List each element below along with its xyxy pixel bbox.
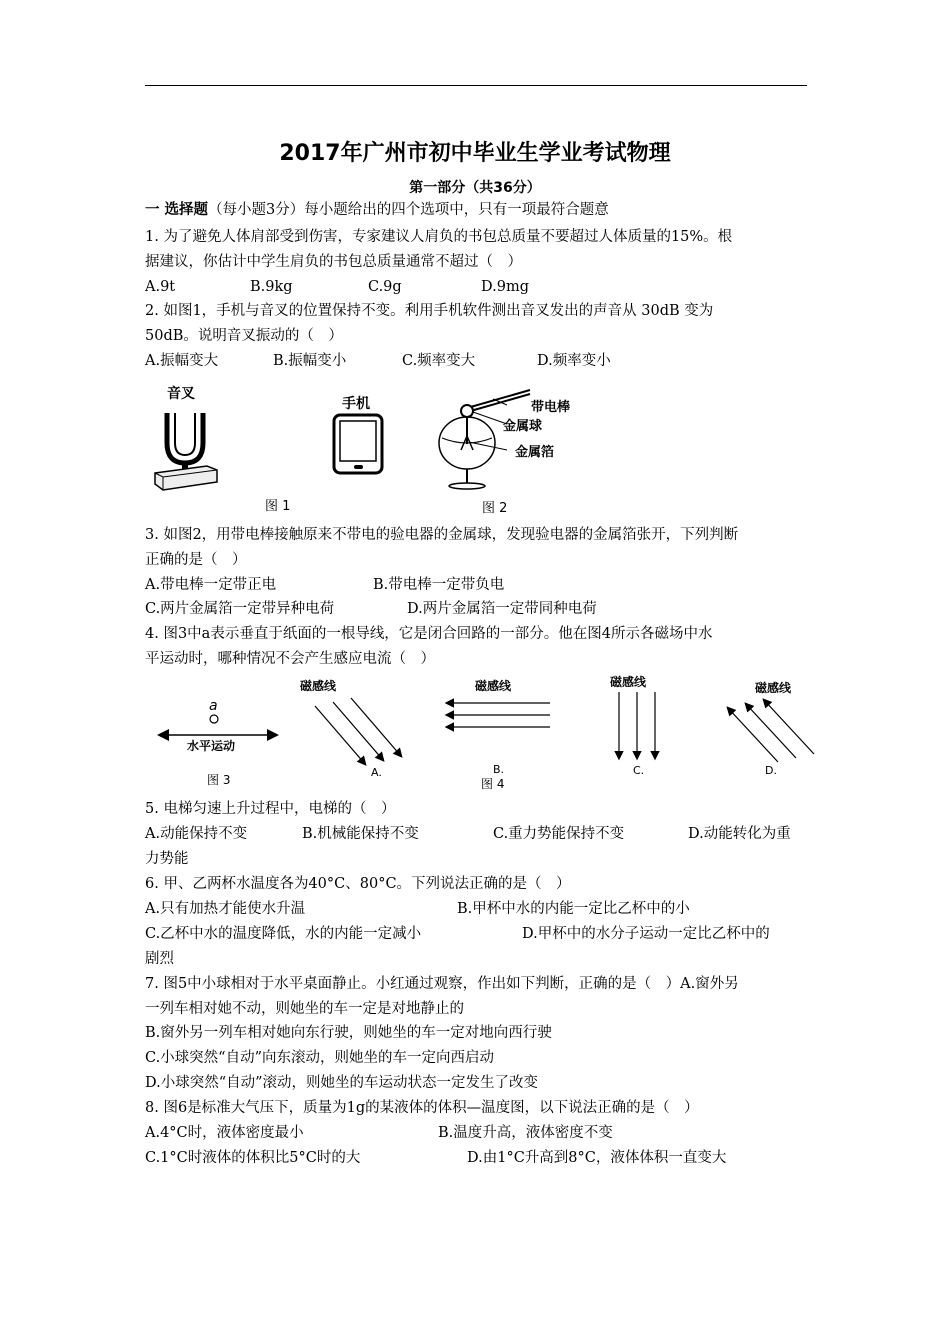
q5-option-d[interactable]: D.动能转化为重 [688, 826, 791, 842]
q8-line-1: 8. 图6是标准大气压下，质量为1g的某液体的体积—温度图，以下说法正确的是（ ） [145, 1100, 699, 1116]
part-heading: 第一部分（共36分） [409, 180, 541, 196]
q6-line-1: 6. 甲、乙两杯水温度各为40°C、80°C。下列说法正确的是（ ） [145, 876, 571, 892]
fig4-option-d[interactable]: D. [765, 764, 777, 777]
q5-option-c[interactable]: C.重力势能保持不变 [493, 826, 625, 842]
field-label-d: 磁感线 [755, 681, 792, 695]
rod-label: 带电棒 [531, 400, 571, 415]
figure-4-a [300, 678, 401, 779]
q3-line-2: 正确的是（ ） [145, 552, 247, 568]
q1-line-1: 1. 为了避免人体肩部受到伤害，专家建议人肩负的书包总质量不要超过人体质量的15%。根 [145, 229, 733, 245]
q7-option-c[interactable]: C.小球突然“自动”向东滚动，则她坐的车一定向西启动 [145, 1050, 495, 1066]
fig4-option-b[interactable]: B. [493, 763, 505, 776]
figure-4-c [610, 674, 655, 777]
field-label-a: 磁感线 [300, 679, 337, 693]
phone [334, 395, 382, 473]
fig4-option-a[interactable]: A. [371, 766, 382, 779]
q3-line-1: 3. 如图2，用带电棒接触原来不带电的验电器的金属球，发现验电器的金属箔张开，下列判断 [145, 527, 739, 543]
fork-label: 音叉 [167, 386, 195, 402]
q4-line-1: 4. 图3中a表示垂直于纸面的一根导线，它是闭合回路的一部分。他在图4所示各磁场中水 [145, 626, 713, 642]
q8-option-a[interactable]: A.4°C时，液体密度最小 [145, 1125, 304, 1141]
q8-option-c[interactable]: C.1°C时液体的体积比5°C时的大 [145, 1150, 361, 1166]
q6-option-c[interactable]: C.乙杯中水的温度降低，水的内能一定减小 [145, 926, 422, 942]
q6-option-d-cont: 剧烈 [145, 951, 174, 967]
q3-option-a[interactable]: A.带电棒一定带正电 [145, 577, 277, 593]
q2-option-c[interactable]: C.频率变大 [402, 353, 476, 369]
q7-option-d[interactable]: D.小球突然“自动”滚动，则她坐的车运动状态一定发生了改变 [145, 1075, 539, 1091]
q7-line-2: 一列车相对她不动，则她坐的车一定是对地静止的 [145, 1001, 464, 1017]
q1-line-2: 据建议，你估计中学生肩负的书包总质量通常不超过（ ） [145, 254, 522, 270]
q5-line-1: 5. 电梯匀速上升过程中，电梯的（ ） [145, 801, 396, 817]
field-label-c: 磁感线 [610, 675, 647, 689]
q6-option-b[interactable]: B.甲杯中水的内能一定比乙杯中的小 [457, 901, 690, 917]
figure-4-d [728, 680, 814, 777]
q2-option-b[interactable]: B.振幅变小 [273, 353, 347, 369]
q8-option-d[interactable]: D.由1°C升高到8°C，液体体积一直变大 [467, 1150, 727, 1166]
q1-option-c[interactable]: C.9g [368, 279, 402, 295]
wire-icon [210, 715, 218, 723]
figure-4-b [447, 678, 550, 791]
q5-option-b[interactable]: B.机械能保持不变 [302, 826, 419, 842]
section-heading [145, 201, 810, 219]
q8-option-b[interactable]: B.温度升高，液体密度不变 [438, 1125, 613, 1141]
fig2-caption: 图 2 [482, 501, 508, 516]
q3-option-c[interactable]: C.两片金属箔一定带异种电荷 [145, 601, 335, 617]
top-rule [145, 85, 807, 86]
q2-line-1: 2. 如图1，手机与音叉的位置保持不变。利用手机软件测出音叉发出的声音从 30dB 变为 [145, 303, 714, 319]
ball-label: 金属球 [503, 419, 543, 434]
phone-label: 手机 [342, 396, 370, 412]
section-title: 一 选择题 [145, 202, 209, 218]
q3-option-b[interactable]: B.带电棒一定带负电 [373, 577, 505, 593]
section-note: （每小题3分）每小题给出的四个选项中，只有一项最符合题意 [208, 202, 609, 218]
electroscope [439, 390, 570, 489]
q1-option-a[interactable]: A.9t [145, 279, 176, 295]
q1-option-d[interactable]: D.9mg [481, 279, 529, 295]
q2-option-a[interactable]: A.振幅变大 [145, 353, 219, 369]
foil-label: 金属箔 [515, 445, 555, 460]
motion-label: 水平运动 [187, 739, 236, 753]
q7-option-b[interactable]: B.窗外另一列车相对她向东行驶，则她坐的车一定对地向西行驶 [145, 1025, 552, 1041]
tuning-fork [155, 385, 217, 490]
q6-option-a[interactable]: A.只有加热才能使水升温 [145, 901, 306, 917]
q4-line-2: 平运动时，哪种情况不会产生感应电流（ ） [145, 651, 435, 667]
q2-option-d[interactable]: D.频率变小 [537, 353, 611, 369]
wire-label: a [209, 698, 218, 714]
figure-1-2 [145, 378, 615, 518]
q5-option-a[interactable]: A.动能保持不变 [145, 826, 248, 842]
fig3-caption: 图 3 [207, 773, 231, 787]
fig4-caption: 图 4 [481, 777, 505, 791]
field-label-b: 磁感线 [475, 679, 512, 693]
figure-3 [163, 698, 273, 787]
q1-option-b[interactable]: B.9kg [250, 279, 293, 295]
fig4-option-c[interactable]: C. [633, 764, 645, 777]
q6-option-d[interactable]: D.甲杯中的水分子运动一定比乙杯中的 [522, 926, 770, 942]
figure-3-4 [145, 672, 825, 794]
q3-option-d[interactable]: D.两片金属箔一定带同种电荷 [407, 601, 597, 617]
q2-line-2: 50dB。说明音叉振动的（ ） [145, 328, 343, 344]
page-title: 2017年广州市初中毕业生学业考试物理 [279, 141, 671, 166]
fig1-caption: 图 1 [265, 499, 291, 514]
q5-option-d-cont: 力势能 [145, 851, 189, 867]
q7-line-1: 7. 图5中小球相对于水平桌面静止。小红通过观察，作出如下判断，正确的是（ ）A.窗外另 [145, 976, 739, 992]
